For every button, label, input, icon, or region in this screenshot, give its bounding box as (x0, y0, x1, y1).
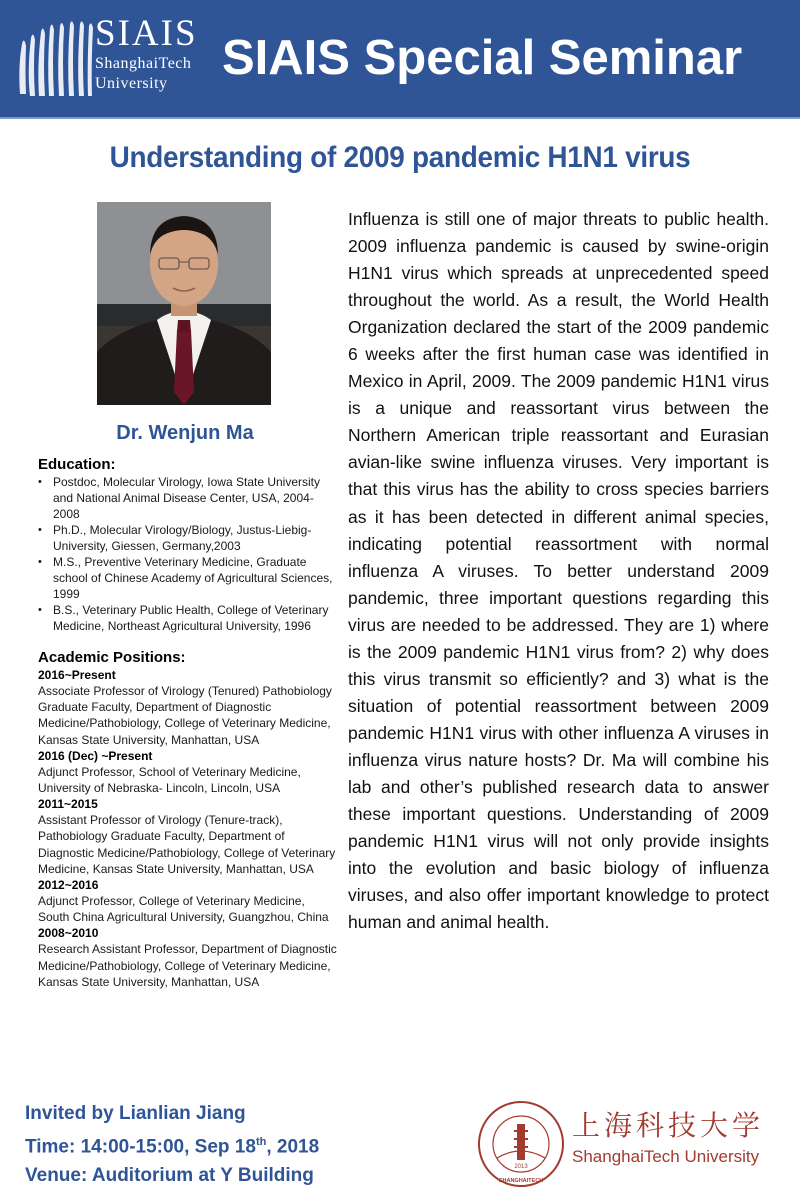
svg-text:SHANGHAITECH: SHANGHAITECH (498, 1178, 544, 1184)
event-time-main: Time: 14:00-15:00, Sep 18 (25, 1136, 256, 1158)
speaker-bio (38, 456, 338, 990)
education-item: • M.S., Preventive Veterinary Medicine, Graduate school of Chinese Academy of Agricultural Sciences, 1999 (38, 554, 338, 602)
position-description: Adjunct Professor, School of Veterinary Medicine, University of Nebraska- Lincoln, Lincoln, USA (38, 764, 301, 796)
logo-subtitle-line2: University (95, 75, 168, 92)
event-time-year: , 2018 (266, 1136, 320, 1158)
logo-subtitle-line1: ShanghaiTech (95, 55, 192, 72)
university-name-english: ShanghaiTech University (572, 1147, 760, 1166)
logo-siais-label: SIAIS (95, 13, 198, 54)
position-description: Assistant Professor of Virology (Tenure-track), Pathobiology Graduate Faculty, Department of Diagnostic Medicine/Pathobiology, College of Veterinary Medicine, Kansas State University, Manhattan, USA (38, 813, 336, 876)
position-description: Research Assistant Professor, Department of Diagnostic Medicine/Pathobiology, College of Veterinary Medicine, Kansas State University, Manhattan, USA (38, 942, 337, 989)
seminar-series-title: SIAIS Special Seminar (222, 31, 743, 85)
talk-title: Understanding of 2009 pandemic H1N1 virus (109, 141, 691, 174)
header-banner (0, 0, 800, 119)
speaker-name: Dr. Wenjun Ma (116, 422, 254, 444)
positions-heading: Academic Positions: (38, 649, 186, 666)
position-period: 2016~Present (38, 668, 116, 682)
speaker-portrait-icon (97, 202, 271, 405)
event-details (25, 1099, 319, 1190)
speaker-photo (97, 202, 271, 405)
education-item: • Postdoc, Molecular Virology, Iowa State University and National Animal Disease Center, USA, 2004-2008 (38, 474, 338, 522)
event-time-ordinal: th (255, 1136, 267, 1148)
position-period: 2012~2016 (38, 878, 99, 893)
talk-abstract: Influenza is still one of major threats to public health. 2009 influenza pandemic is caused by swine-origin H1N1 virus which spreads at unprecedented speed throughout the world. As a result, the World Health Organization declared the start of the 2009 pandemic 6 weeks after the first human case was identified in Mexico in April, 2009. The 2009 pandemic H1N1 virus is a unique and reassortant virus between the Northern American triple reassortant and Eurasian avian-like swine influenza viruses. Very important is that this virus has the ability to cross species barriers as it has been detected in different animal species, indicating potential reassortment with normal influenza A viruses. To better understand 2009 pandemic, three important questions regarding this virus are needed to be addressed. They are 1) where is the 2009 pandemic H1N1 virus from? 2) why does this virus transmit so efficiently? and 3) what is the situation of potential reassortment between 2009 pandemic H1N1 virus with other influenza A viruses in influenza virus nature hosts? Dr. Ma will combine his lab and other’s published research data to answer these important questions. Understanding of 2009 pandemic H1N1 virus will not only provide insights into the evolution and basic biology of influenza viruses, and also offer important knowledge to protect human and animal health. (348, 209, 769, 933)
svg-text:2013: 2013 (514, 1164, 528, 1170)
education-item: • B.S., Veterinary Public Health, College of Veterinary Medicine, Northeast Agricultural University, 1996 (38, 602, 338, 634)
education-list (38, 474, 338, 634)
academic-positions (38, 649, 338, 990)
siais-logo-icon (14, 16, 98, 100)
position-description: Adjunct Professor, College of Veterinary Medicine, South China Agricultural University, Guangzhou, China (38, 894, 329, 925)
university-name-chinese: 上海科技大学 (572, 1109, 765, 1142)
education-heading: Education: (38, 456, 116, 473)
position-period: 2008~2010 (38, 926, 99, 941)
position-description: Associate Professor of Virology (Tenured) Pathobiology Graduate Faculty, Department of Diagnostic Medicine/Pathobiology, College of Veterinary Medicine, Kansas State University, Manhattan, USA (38, 684, 332, 747)
position-period: 2016 (Dec) ~Present (38, 748, 153, 763)
position-period: 2011~2015 (38, 797, 98, 812)
shanghaitech-seal-icon (477, 1100, 565, 1188)
education-item: • Ph.D., Molecular Virology/Biology, Justus-Liebig-University, Giessen, Germany,2003 (38, 522, 338, 554)
event-time (25, 1128, 319, 1161)
invited-by: Invited by Lianlian Jiang (25, 1103, 246, 1124)
siais-logo-text (95, 14, 198, 94)
event-venue: Venue: Auditorium at Y Building (25, 1165, 314, 1187)
